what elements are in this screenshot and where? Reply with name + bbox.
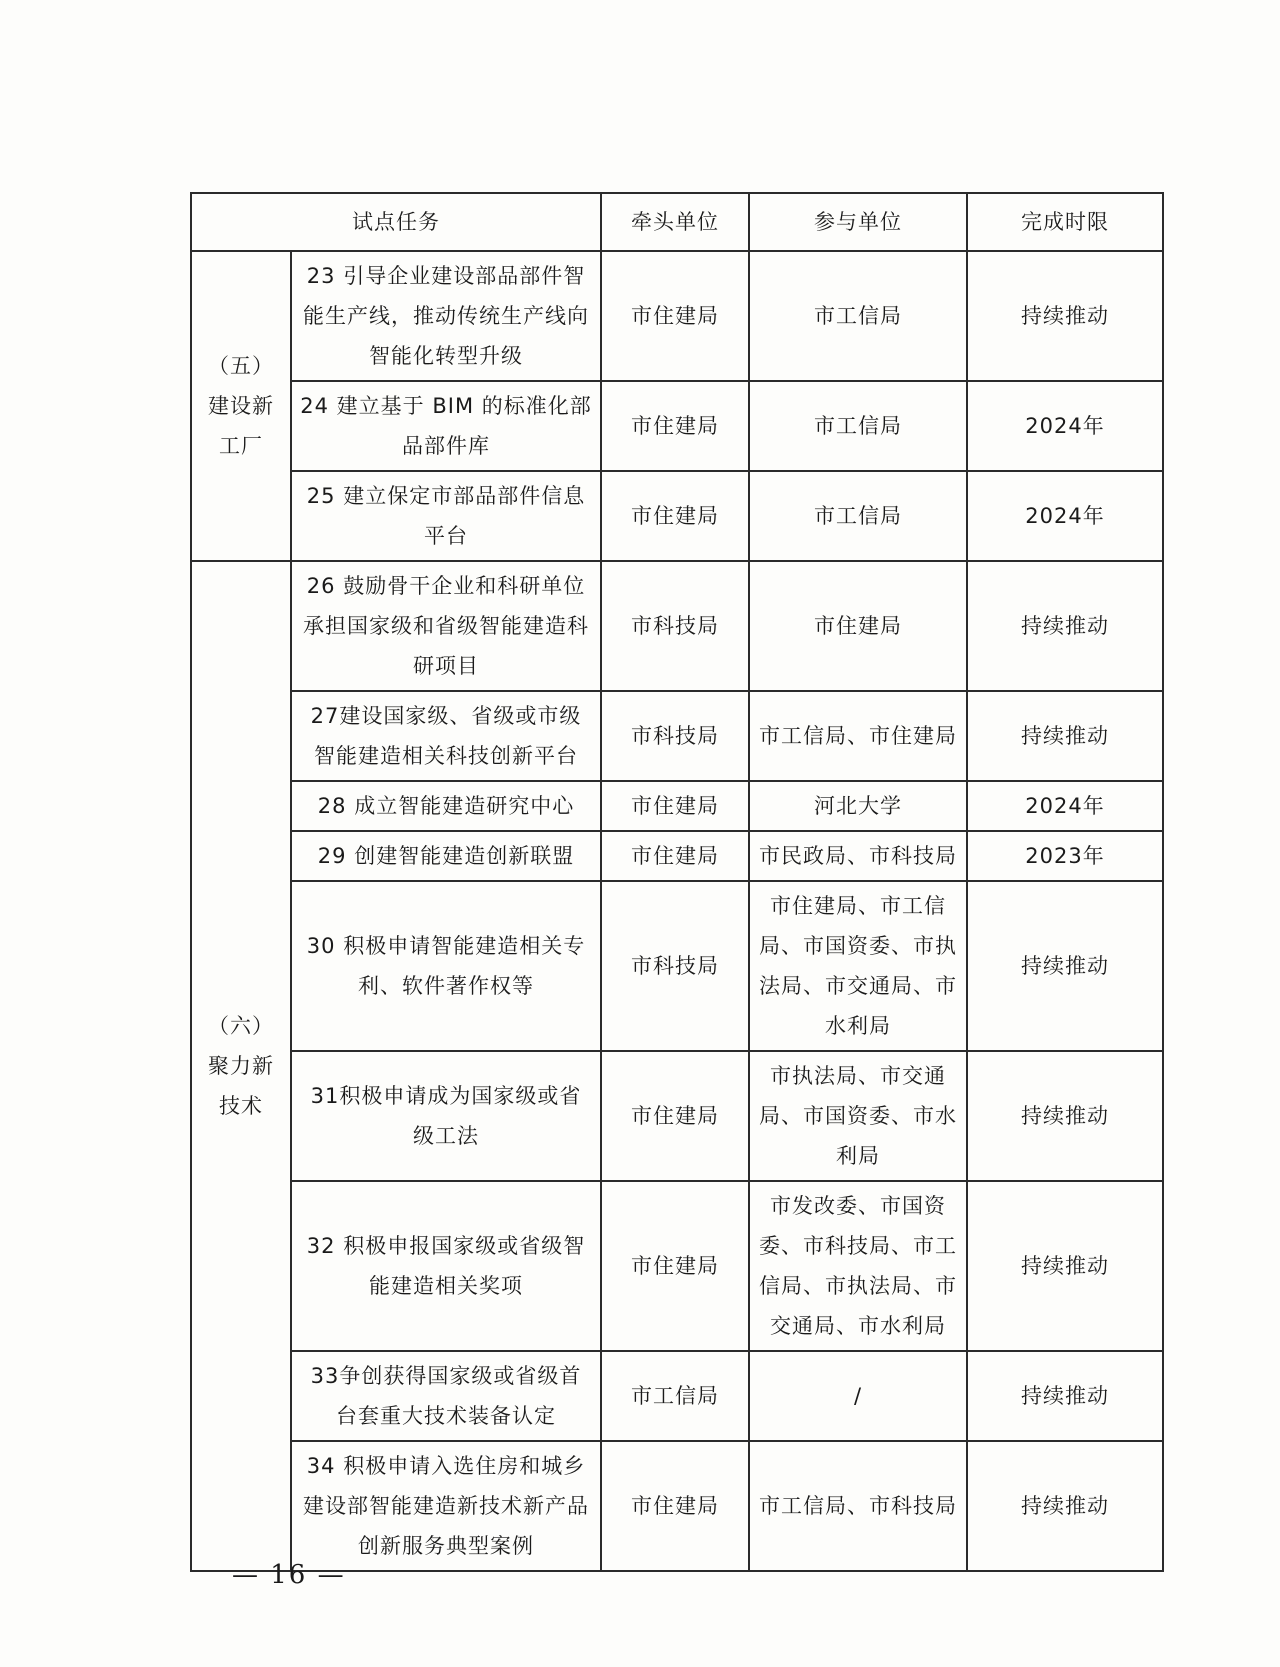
participants-cell: 市工信局、市科技局	[749, 1441, 967, 1571]
table-row	[191, 831, 1163, 881]
table-row	[191, 691, 1163, 781]
lead-cell: 市科技局	[601, 881, 749, 1051]
section-label-text: （五） 建设新 工厂	[208, 354, 274, 458]
participants-cell: 市工信局	[749, 471, 967, 561]
table-row	[191, 1441, 1163, 1571]
deadline-cell: 2023年	[967, 831, 1163, 881]
deadline-cell: 持续推动	[967, 1181, 1163, 1351]
deadline-cell: 2024年	[967, 471, 1163, 561]
lead-cell: 市住建局	[601, 471, 749, 561]
deadline-cell: 2024年	[967, 381, 1163, 471]
header-participants: 参与单位	[749, 193, 967, 251]
lead-cell: 市住建局	[601, 1051, 749, 1181]
table-row	[191, 881, 1163, 1051]
task-cell: 33争创获得国家级或省级首台套重大技术装备认定	[291, 1351, 601, 1441]
table-row	[191, 1051, 1163, 1181]
table-row	[191, 1351, 1163, 1441]
deadline-cell: 持续推动	[967, 881, 1163, 1051]
participants-cell: 市住建局、市工信局、市国资委、市执法局、市交通局、市水利局	[749, 881, 967, 1051]
lead-cell: 市住建局	[601, 781, 749, 831]
task-cell: 25 建立保定市部品部件信息平台	[291, 471, 601, 561]
task-cell: 29 创建智能建造创新联盟	[291, 831, 601, 881]
deadline-cell: 持续推动	[967, 251, 1163, 381]
header-lead: 牵头单位	[601, 193, 749, 251]
task-cell: 31积极申请成为国家级或省级工法	[291, 1051, 601, 1181]
participants-cell: /	[749, 1351, 967, 1441]
deadline-cell: 持续推动	[967, 691, 1163, 781]
section-label-text: （六） 聚力新 技术	[208, 1014, 274, 1118]
deadline-cell: 持续推动	[967, 1351, 1163, 1441]
participants-cell: 市发改委、市国资委、市科技局、市工信局、市执法局、市交通局、市水利局	[749, 1181, 967, 1351]
page-number: — 16 —	[232, 1560, 346, 1590]
lead-cell: 市住建局	[601, 381, 749, 471]
participants-cell: 市工信局、市住建局	[749, 691, 967, 781]
deadline-cell: 持续推动	[967, 561, 1163, 691]
participants-cell: 市工信局	[749, 251, 967, 381]
lead-cell: 市住建局	[601, 1441, 749, 1571]
header-task: 试点任务	[191, 193, 601, 251]
task-table	[190, 192, 1164, 1572]
lead-cell: 市工信局	[601, 1351, 749, 1441]
task-cell: 28 成立智能建造研究中心	[291, 781, 601, 831]
section-label	[191, 561, 291, 1571]
table-row	[191, 381, 1163, 471]
task-cell: 23 引导企业建设部品部件智能生产线，推动传统生产线向智能化转型升级	[291, 251, 601, 381]
header-row	[191, 193, 1163, 251]
deadline-cell: 持续推动	[967, 1051, 1163, 1181]
task-cell: 34 积极申请入选住房和城乡建设部智能建造新技术新产品创新服务典型案例	[291, 1441, 601, 1571]
table-row	[191, 781, 1163, 831]
participants-cell: 市民政局、市科技局	[749, 831, 967, 881]
participants-cell: 河北大学	[749, 781, 967, 831]
lead-cell: 市住建局	[601, 1181, 749, 1351]
lead-cell: 市科技局	[601, 691, 749, 781]
header-deadline: 完成时限	[967, 193, 1163, 251]
table-row	[191, 251, 1163, 381]
table-row	[191, 471, 1163, 561]
task-cell: 27建设国家级、省级或市级智能建造相关科技创新平台	[291, 691, 601, 781]
table-row	[191, 561, 1163, 691]
lead-cell: 市科技局	[601, 561, 749, 691]
participants-cell: 市工信局	[749, 381, 967, 471]
deadline-cell: 2024年	[967, 781, 1163, 831]
lead-cell: 市住建局	[601, 251, 749, 381]
participants-cell: 市住建局	[749, 561, 967, 691]
deadline-cell: 持续推动	[967, 1441, 1163, 1571]
task-cell: 24 建立基于 BIM 的标准化部品部件库	[291, 381, 601, 471]
task-cell: 32 积极申报国家级或省级智能建造相关奖项	[291, 1181, 601, 1351]
task-cell: 26 鼓励骨干企业和科研单位承担国家级和省级智能建造科研项目	[291, 561, 601, 691]
table-row	[191, 1181, 1163, 1351]
participants-cell: 市执法局、市交通局、市国资委、市水利局	[749, 1051, 967, 1181]
section-label	[191, 251, 291, 561]
task-cell: 30 积极申请智能建造相关专利、软件著作权等	[291, 881, 601, 1051]
lead-cell: 市住建局	[601, 831, 749, 881]
